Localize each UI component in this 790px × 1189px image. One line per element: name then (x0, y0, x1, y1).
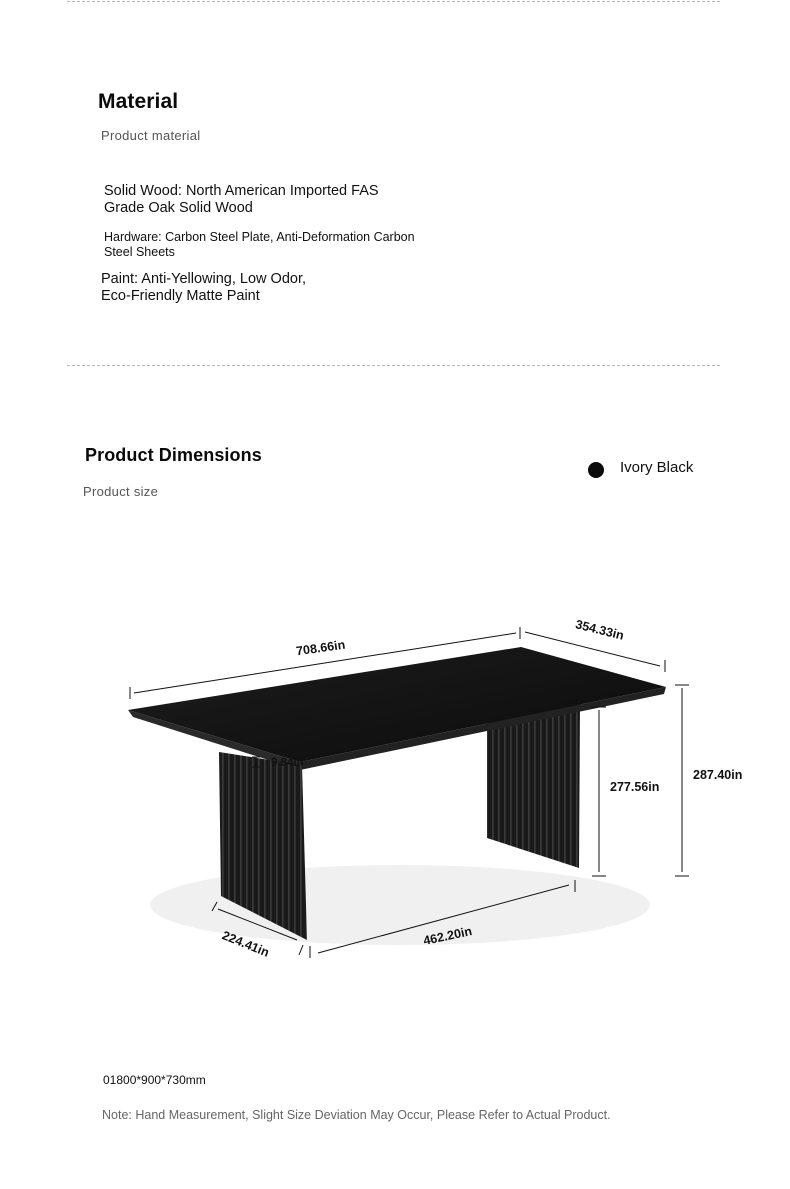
top-divider (67, 1, 720, 2)
table-illustration (0, 600, 790, 980)
material-item-paint (101, 271, 306, 305)
material-item-hardware (104, 230, 415, 260)
color-swatch-dot (588, 462, 604, 478)
table-top (128, 647, 666, 770)
dim-width-label: 354.33in (574, 617, 626, 643)
dimensions-title: Product Dimensions (85, 445, 262, 465)
material-item-wood (104, 183, 379, 217)
dimensions-subtitle: Product size (83, 484, 159, 499)
dim-length-label: 708.66in (295, 637, 347, 659)
measurement-note: Note: Hand Measurement, Slight Size Deviation May Occur, Please Refer to Actual Product. (102, 1108, 611, 1122)
material-title: Material (98, 90, 179, 113)
material-subtitle: Product material (101, 128, 201, 143)
color-swatch-label: Ivory Black (620, 459, 694, 476)
material-item-paint-line2: Eco-Friendly Matte Paint (101, 288, 260, 304)
material-item-hardware-line2: Steel Sheets (104, 245, 175, 259)
dim-leg-height-label: 277.56in (610, 780, 660, 794)
dim-total-height-label: 287.40in (693, 768, 743, 782)
section-divider (67, 365, 720, 366)
size-spec: 01800*900*730mm (103, 1073, 206, 1087)
material-item-paint-line1: Paint: Anti-Yellowing, Low Odor, (101, 271, 307, 287)
dim-leg-span-label: 462.20in (422, 924, 474, 948)
material-item-hardware-line1: Hardware: Carbon Steel Plate, Anti-Deformation Carbon (104, 230, 415, 244)
material-item-wood-line1: Solid Wood: North American Imported FAS (104, 183, 379, 199)
dim-leg-depth-label: 224.41in (220, 928, 272, 960)
material-item-wood-line2: Grade Oak Solid Wood (104, 200, 253, 216)
dim-top-thickness-label: 9.84in (271, 757, 304, 769)
